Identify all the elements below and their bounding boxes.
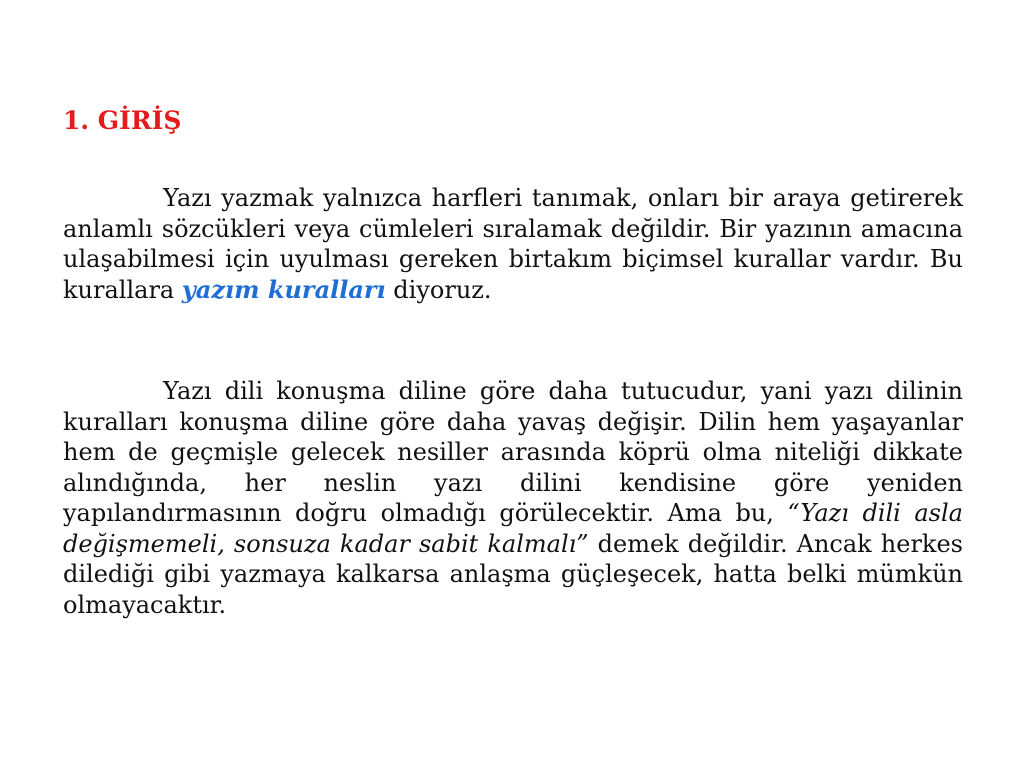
paragraph-1-text: Yazı yazmak yalnızca harfleri tanımak, onları bir araya getirerek anlamlı sözcükleri veya cümleleri sıralamak değildir. Bir yazının amacına ulaşabilmesi için uyulması gereken birtakım biçimsel kurallar vardır. Bu kurallara (63, 184, 963, 304)
paragraph-1-ending: diyoruz. (385, 275, 492, 304)
paragraph-2-text: Yazı dili konuşma diline göre daha tutucudur, yani yazı dilinin kuralları konuşma diline göre daha yavaş değişir. Dilin hem yaşayanlar hem de geçmişle gelecek nesiller arasında köprü olma niteliği dikkate alındığında, her neslin yazı dilini kendisine göre yeniden yapılandırmasının doğru olmadığı görülecektir. Ama bu, (63, 377, 963, 527)
paragraph-2 (63, 376, 963, 620)
quoted-sentence: “Yazı dili asla değişmemeli, sonsuza kadar sabit kalmalı” (63, 499, 963, 558)
section-heading: 1. GİRİŞ (63, 106, 182, 135)
paragraph-1 (63, 183, 963, 305)
paragraph-2-ending: demek değildir. Ancak herkes dilediği gibi yazmaya kalkarsa anlaşma güçleşecek, hatta belki mümkün olmayacaktır. (63, 529, 963, 619)
highlighted-term: yazım kuralları (181, 274, 386, 304)
